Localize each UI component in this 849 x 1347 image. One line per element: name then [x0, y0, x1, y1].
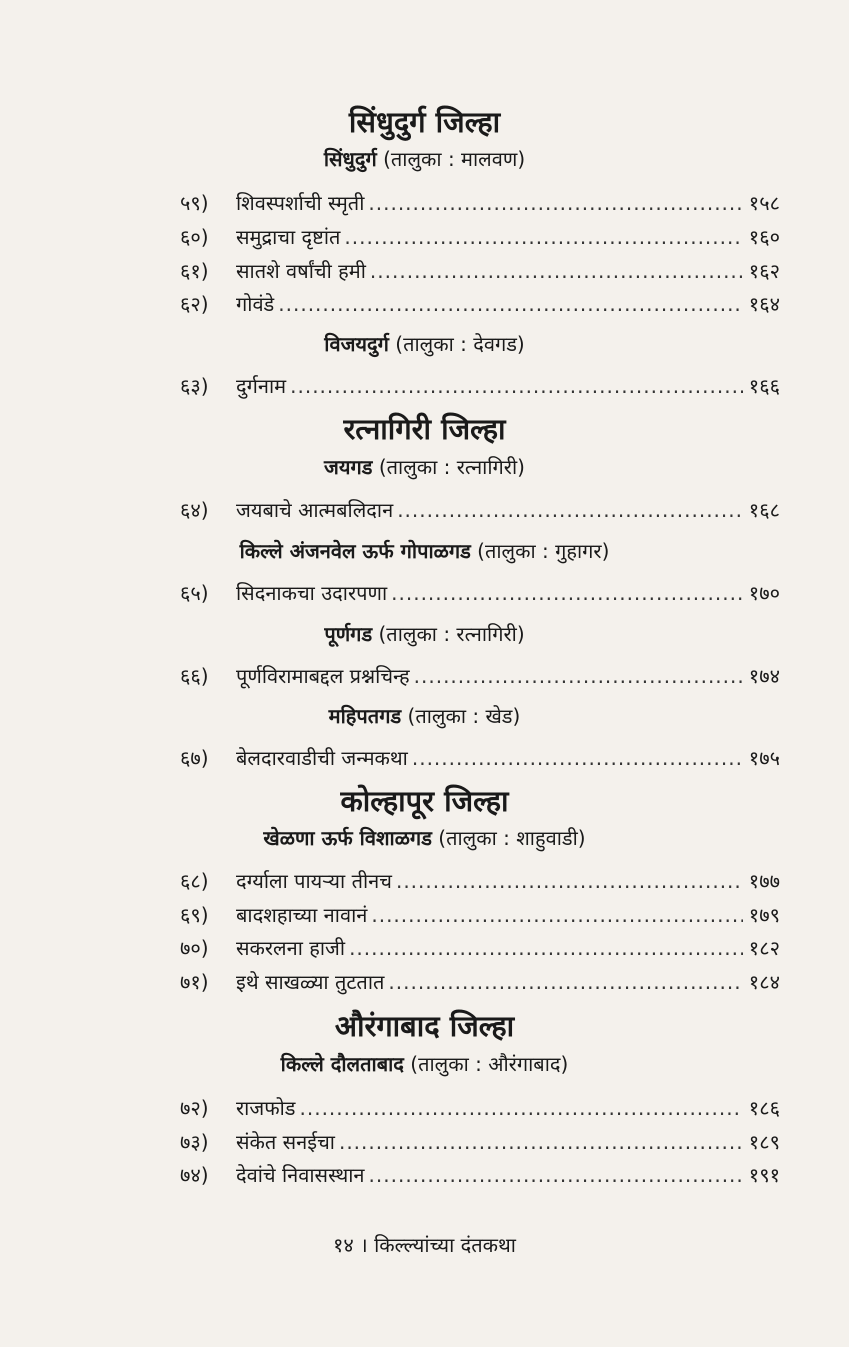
entry-page: १६४ [748, 292, 780, 316]
entry-title: देवांचे निवासस्थान [236, 1163, 365, 1187]
dot-leader [349, 933, 743, 963]
fort-name: सिंधुदुर्ग [323, 147, 377, 171]
dot-leader [290, 371, 743, 401]
toc-entry [180, 222, 780, 252]
entry-number: ६२) [180, 292, 209, 316]
fort-taluka: (तालुका : खेड) [407, 704, 521, 728]
dot-leader [371, 900, 742, 930]
entry-title: जयबाचे आत्मबलिदान [236, 498, 394, 522]
toc-entry [180, 1127, 780, 1157]
dot-leader [344, 222, 742, 252]
dot-leader [339, 1127, 743, 1157]
page-footer: १४ । किल्ल्यांच्या दंतकथा [333, 1233, 516, 1257]
dot-leader [369, 1160, 743, 1190]
entry-page: १८४ [748, 970, 780, 994]
district-heading-sindhudurg: सिंधुदुर्ग जिल्हा [348, 105, 501, 139]
entry-title: शिवस्पर्शाची स्मृती [236, 191, 365, 215]
fort-taluka: (तालुका : रत्नागिरी) [378, 455, 525, 479]
entry-title: बेलदारवाडीची जन्मकथा [236, 746, 408, 770]
toc-entry [180, 495, 780, 525]
entry-number: ६५) [180, 581, 209, 605]
entry-number: ६३) [180, 374, 209, 398]
district-heading-ratnagiri: रत्नागिरी जिल्हा [343, 412, 506, 446]
toc-entry [180, 1093, 780, 1123]
fort-taluka: (तालुका : गुहागर) [477, 539, 610, 563]
entry-number: ५९) [180, 191, 209, 215]
entry-title: संकेत सनईचा [236, 1130, 335, 1154]
entry-title: राजफोड [236, 1096, 296, 1120]
entry-title: पूर्णविरामाबद्दल प्रश्नचिन्ह [236, 664, 410, 688]
entry-page: १७९ [748, 903, 780, 927]
fort-heading-jaygad [0, 453, 849, 481]
entry-title: सकरलना हाजी [236, 936, 346, 960]
toc-entry [180, 371, 780, 401]
fort-heading-purnagad [0, 620, 849, 648]
toc-entry [180, 967, 780, 997]
fort-heading-sindhudurg [0, 145, 849, 173]
entry-title: सिदनाकचा उदारपणा [236, 581, 388, 605]
toc-entry [180, 256, 780, 286]
entry-title: समुद्राचा दृष्टांत [236, 225, 341, 249]
fort-name: किल्ले अंजनवेल ऊर्फ गोपाळगड [239, 539, 471, 563]
dot-leader [414, 661, 743, 691]
entry-page: १९१ [748, 1163, 780, 1187]
dot-leader [300, 1093, 743, 1123]
fort-name: महिपतगड [328, 704, 402, 728]
toc-entry [180, 188, 780, 218]
fort-taluka: (तालुका : औरंगाबाद) [410, 1052, 569, 1076]
dot-leader [397, 495, 743, 525]
entry-page: १५८ [748, 191, 780, 215]
toc-entry [180, 661, 780, 691]
entry-page: १६० [748, 225, 780, 249]
fort-taluka: (तालुका : शाहुवाडी) [438, 826, 586, 850]
entry-page: १६८ [748, 498, 780, 522]
entry-number: ७१) [180, 970, 209, 994]
fort-name: जयगड [324, 455, 373, 479]
entry-page: १८६ [748, 1096, 780, 1120]
dot-leader [388, 967, 742, 997]
toc-entry [180, 289, 780, 319]
toc-entry [180, 578, 780, 608]
fort-heading-khelna [0, 824, 849, 852]
entry-title: गोवंडे [236, 292, 275, 316]
entry-number: ६८) [180, 869, 209, 893]
fort-taluka: (तालुका : देवगड) [395, 332, 525, 356]
entry-title: बादशहाच्या नावानं [236, 903, 368, 927]
fort-name: विजयदुर्ग [324, 332, 389, 356]
dot-leader [412, 743, 743, 773]
entry-page: १६२ [748, 259, 780, 283]
fort-name: खेळणा ऊर्फ विशाळगड [263, 826, 432, 850]
entry-page: १८२ [748, 936, 780, 960]
district-heading-aurangabad: औरंगाबाद जिल्हा [334, 1009, 515, 1043]
entry-page: १७४ [748, 664, 780, 688]
entry-number: ६६) [180, 664, 209, 688]
fort-heading-mahipatgad [0, 702, 849, 730]
entry-number: ६४) [180, 498, 209, 522]
fort-heading-anjanvel [0, 537, 849, 565]
entry-title: सातशे वर्षांची हमी [236, 259, 366, 283]
entry-title: दर्ग्याला पायऱ्या तीनच [236, 869, 392, 893]
entry-number: ७३) [180, 1130, 209, 1154]
toc-entry [180, 866, 780, 896]
toc-entry [180, 1160, 780, 1190]
fort-taluka: (तालुका : मालवण) [383, 147, 526, 171]
entry-page: १७५ [748, 746, 780, 770]
fort-heading-vijaydurg [0, 330, 849, 358]
entry-number: ६०) [180, 225, 209, 249]
entry-number: ७२) [180, 1096, 209, 1120]
dot-leader [370, 256, 743, 286]
toc-entry [180, 933, 780, 963]
entry-number: ७४) [180, 1163, 209, 1187]
dot-leader [368, 188, 742, 218]
entry-page: १८९ [748, 1130, 780, 1154]
dot-leader [278, 289, 743, 319]
entry-page: १७७ [748, 869, 780, 893]
entry-number: ६१) [180, 259, 209, 283]
dot-leader [391, 578, 743, 608]
toc-entry [180, 743, 780, 773]
dot-leader [396, 866, 743, 896]
entry-number: ६७) [180, 746, 209, 770]
entry-number: ६९) [180, 903, 209, 927]
entry-number: ७०) [180, 936, 209, 960]
district-heading-kolhapur: कोल्हापूर जिल्हा [340, 784, 509, 818]
entry-title: दुर्गनाम [236, 374, 287, 398]
fort-heading-daulatabad [0, 1050, 849, 1078]
fort-taluka: (तालुका : रत्नागिरी) [378, 622, 525, 646]
entry-page: १७० [748, 581, 780, 605]
fort-name: पूर्णगड [324, 622, 373, 646]
entry-page: १६६ [748, 374, 780, 398]
toc-entry [180, 900, 780, 930]
entry-title: इथे साखळ्या तुटतात [236, 970, 385, 994]
fort-name: किल्ले दौलताबाद [280, 1052, 404, 1076]
